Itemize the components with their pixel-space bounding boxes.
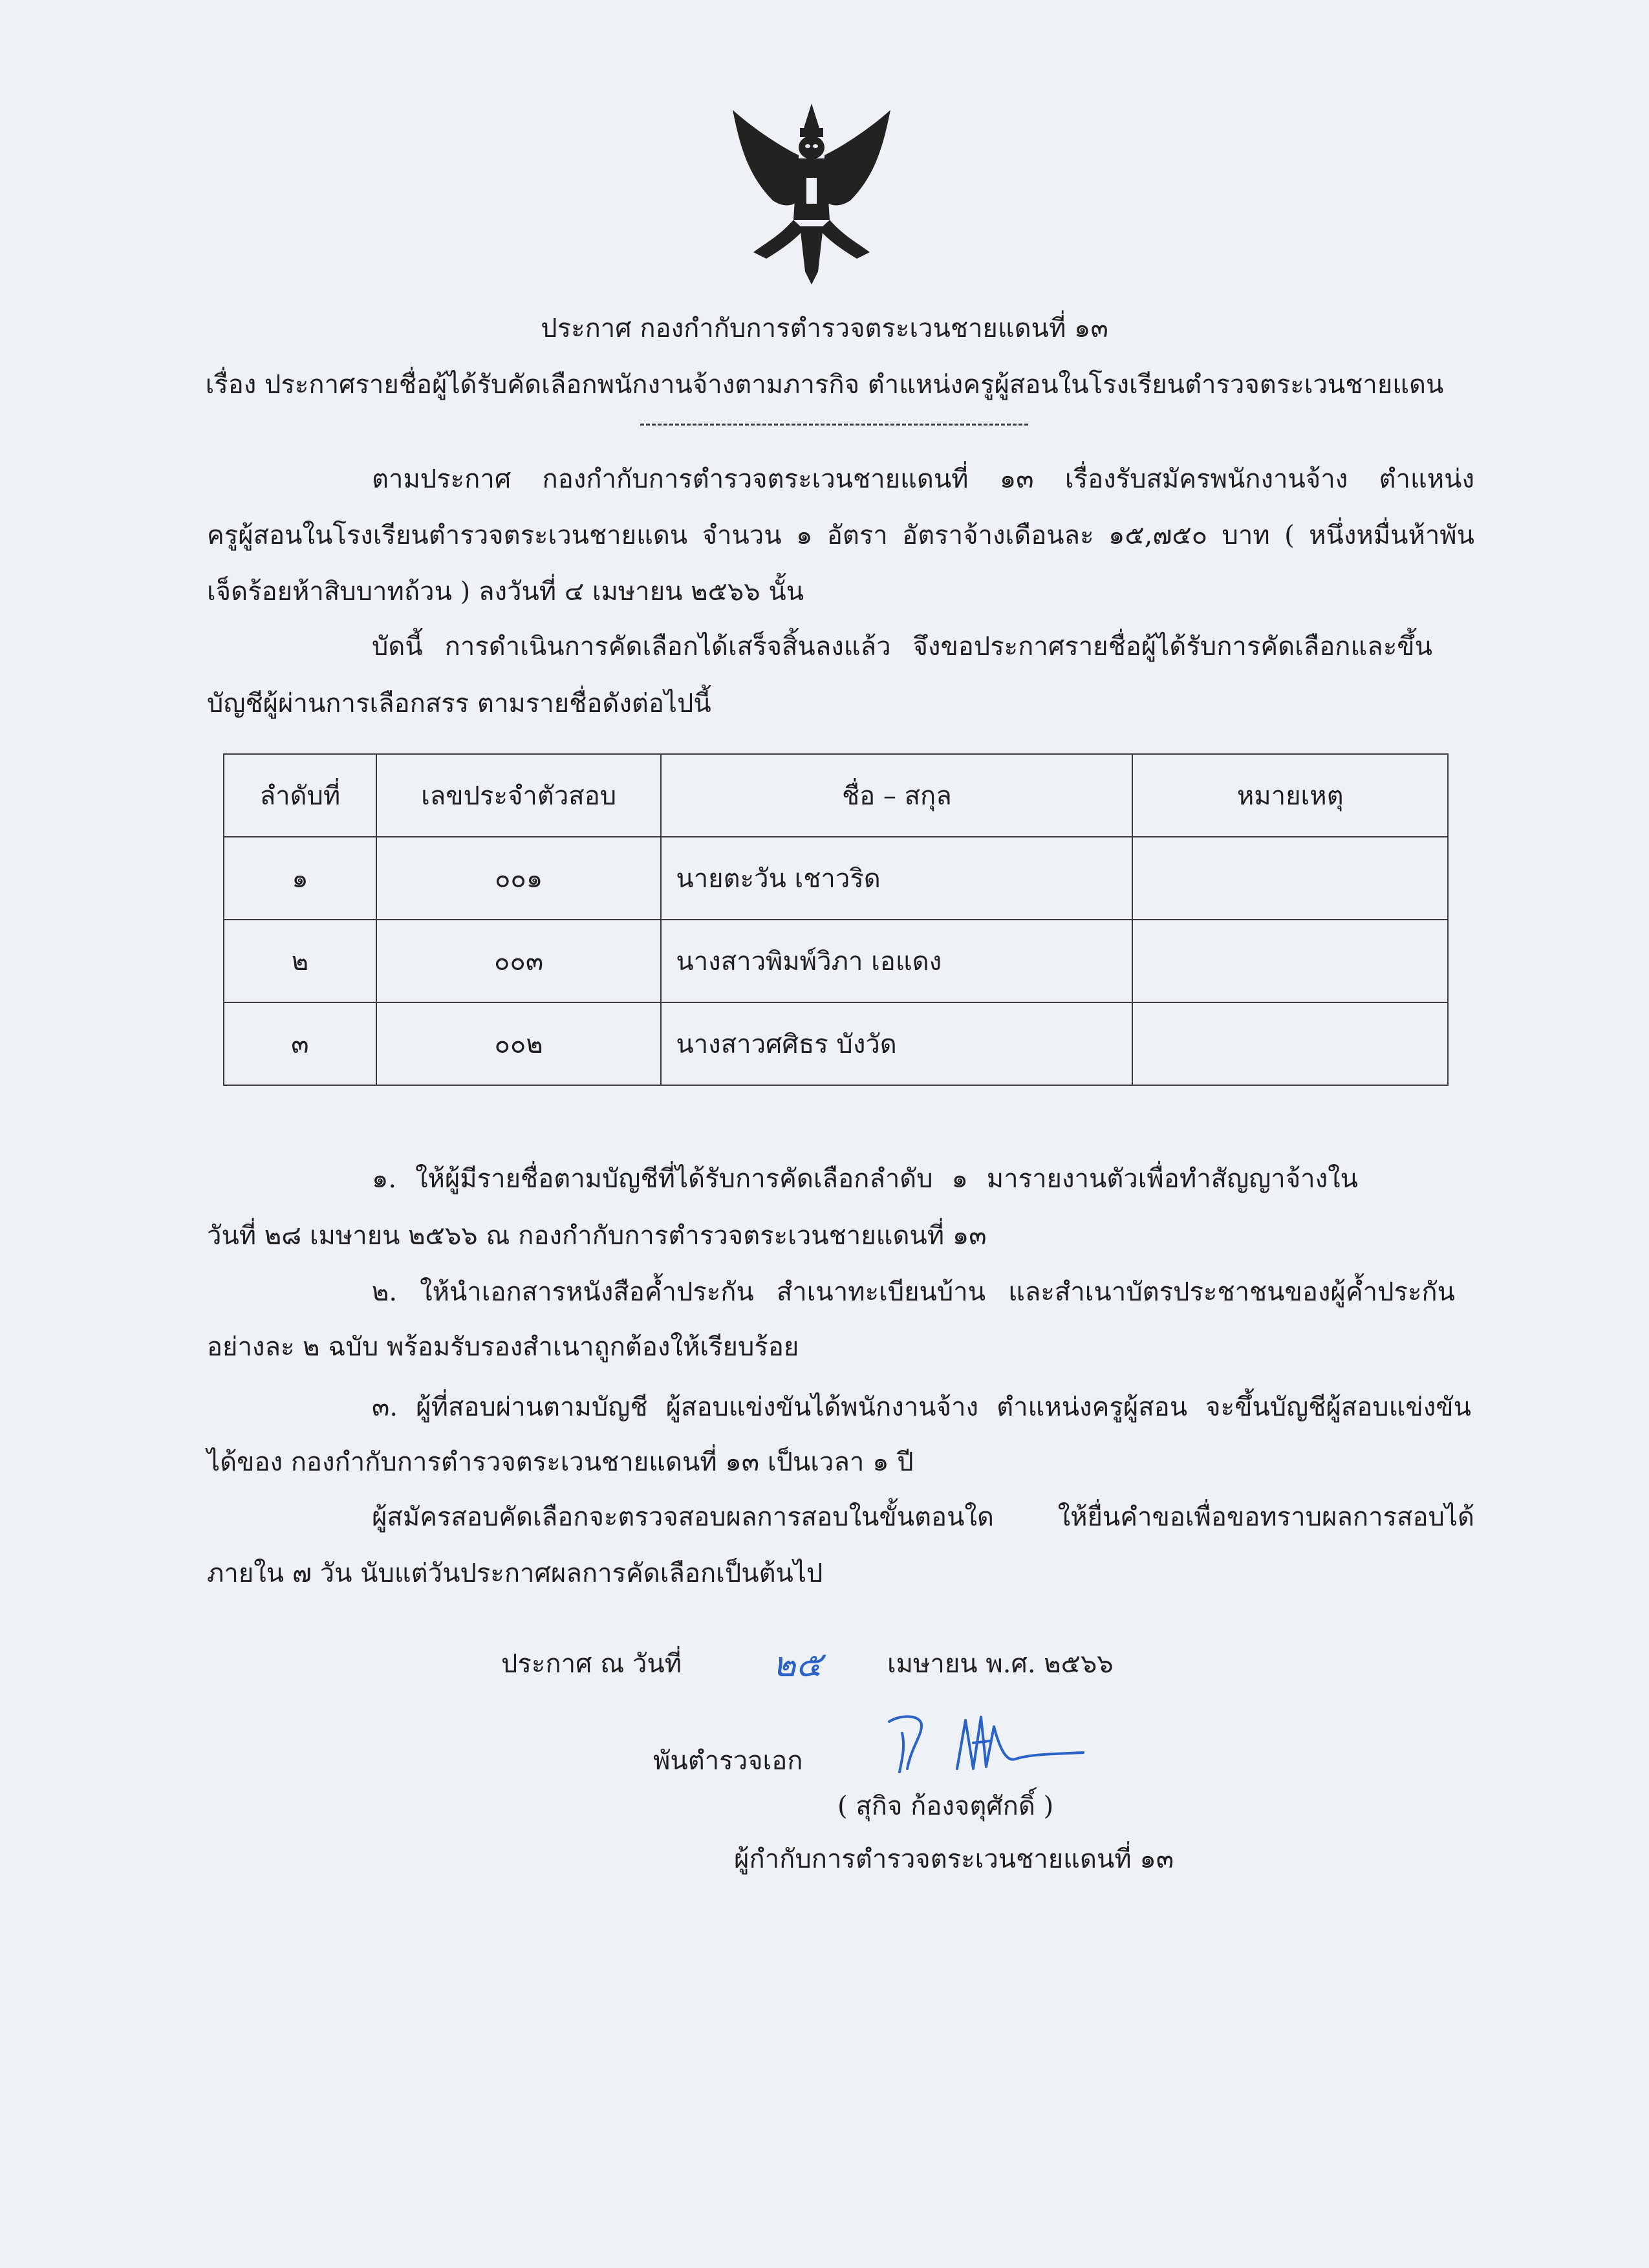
cell-order: ๓ <box>224 1002 376 1085</box>
intro-line-2: ครูผู้สอนในโรงเรียนตำรวจตระเวนชายแดน จำนวน ๑ อัตรา อัตราจ้างเดือนละ ๑๕,๗๕๐ บาท ( หนึ่งหมื่นห้าพัน <box>207 521 1474 550</box>
cell-exam-id: ๐๐๑ <box>376 837 662 920</box>
column-header-full-name: ชื่อ – สกุล <box>661 754 1132 837</box>
signature-mark <box>876 1707 1090 1778</box>
announcement-subject: เรื่อง ประกาศรายชื่อผู้ได้รับคัดเลือกพนักงานจ้างตามภารกิจ ตำแหน่งครูผู้สอนในโรงเรียนตำรวจตระเวนชายแดน <box>205 370 1444 400</box>
cell-full-name: นายตะวัน เชาวริด <box>661 837 1132 920</box>
note-3-line-1: ๓. ผู้ที่สอบผ่านตามบัญชี ผู้สอบแข่งขันได้พนักงานจ้าง ตำแหน่งครูผู้สอน จะขึ้นบัญชีผู้สอบแข่งขัน <box>372 1392 1471 1422</box>
note-4-line-2: ภายใน ๗ วัน นับแต่วันประกาศผลการคัดเลือกเป็นต้นไป <box>207 1559 823 1588</box>
cell-exam-id: ๐๐๒ <box>376 1002 662 1085</box>
note-1-line-1: ๑. ให้ผู้มีรายชื่อตามบัญชีที่ได้รับการคัดเลือกลำดับ ๑ มารายงานตัวเพื่อทำสัญญาจ้างใน <box>372 1164 1358 1194</box>
cell-order: ๑ <box>224 837 376 920</box>
intro-line-1: ตามประกาศ กองกำกับการตำรวจตระเวนชายแดนที่ ๑๓ เรื่องรับสมัครพนักงานจ้าง ตำแหน่ง <box>372 464 1474 494</box>
intro-line-4: บัดนี้ การดำเนินการคัดเลือกได้เสร็จสิ้นลงแล้ว จึงขอประกาศรายชื่อผู้ได้รับการคัดเลือกและขึ้น <box>372 632 1432 662</box>
cell-remarks <box>1132 1002 1448 1085</box>
column-header-order: ลำดับที่ <box>224 754 376 837</box>
cell-full-name: นางสาวพิมพ์วิภา เอแดง <box>661 920 1132 1002</box>
table-row <box>224 837 1448 920</box>
cell-remarks <box>1132 837 1448 920</box>
garuda-emblem-icon <box>727 97 896 288</box>
note-2-line-1: ๒. ให้นำเอกสารหนังสือค้ำประกัน สำเนาทะเบียนบ้าน และสำเนาบัตรประชาชนของผู้ค้ำประกัน <box>372 1277 1455 1307</box>
cell-remarks <box>1132 920 1448 1002</box>
signer-name: ( สุกิจ ก้องจตุศักดิ์ ) <box>837 1791 1054 1821</box>
selected-candidates-table <box>223 753 1449 1086</box>
cell-order: ๒ <box>224 920 376 1002</box>
intro-line-5: บัญชีผู้ผ่านการเลือกสรร ตามรายชื่อดังต่อไปนี้ <box>207 689 711 718</box>
announce-date-prefix: ประกาศ ณ วันที่ <box>501 1649 682 1679</box>
column-header-remarks: หมายเหตุ <box>1132 754 1448 837</box>
cell-full-name: นางสาวศศิธร บังวัด <box>661 1002 1132 1085</box>
cell-exam-id: ๐๐๓ <box>376 920 662 1002</box>
announce-date-suffix: เมษายน พ.ศ. ๒๕๖๖ <box>887 1649 1114 1679</box>
table-row <box>224 920 1448 1002</box>
intro-line-3: เจ็ดร้อยห้าสิบบาทถ้วน ) ลงวันที่ ๔ เมษายน ๒๕๖๖ นั้น <box>207 577 804 607</box>
handwritten-day: ๒๕ <box>773 1644 823 1685</box>
table-header-row <box>224 754 1448 837</box>
note-2-line-2: อย่างละ ๒ ฉบับ พร้อมรับรองสำเนาถูกต้องให้เรียบร้อย <box>207 1332 799 1362</box>
signer-position: ผู้กำกับการตำรวจตระเวนชายแดนที่ ๑๓ <box>734 1844 1174 1874</box>
note-4-line-1: ผู้สมัครสอบคัดเลือกจะตรวจสอบผลการสอบในขั้นตอนใด ให้ยื่นคำขอเพื่อขอทราบผลการสอบได้ <box>372 1502 1474 1532</box>
column-header-exam-id: เลขประจำตัวสอบ <box>376 754 662 837</box>
announcement-title: ประกาศ กองกำกับการตำรวจตระเวนชายแดนที่ ๑๓ <box>541 314 1108 343</box>
title-divider <box>640 424 1028 426</box>
note-1-line-2: วันที่ ๒๘ เมษายน ๒๕๖๖ ณ กองกำกับการตำรวจตระเวนชายแดนที่ ๑๓ <box>207 1221 987 1251</box>
note-3-line-2: ได้ของ กองกำกับการตำรวจตระเวนชายแดนที่ ๑๓ เป็นเวลา ๑ ปี <box>207 1447 914 1477</box>
signer-rank: พันตำรวจเอก <box>653 1746 803 1776</box>
table-row <box>224 1002 1448 1085</box>
